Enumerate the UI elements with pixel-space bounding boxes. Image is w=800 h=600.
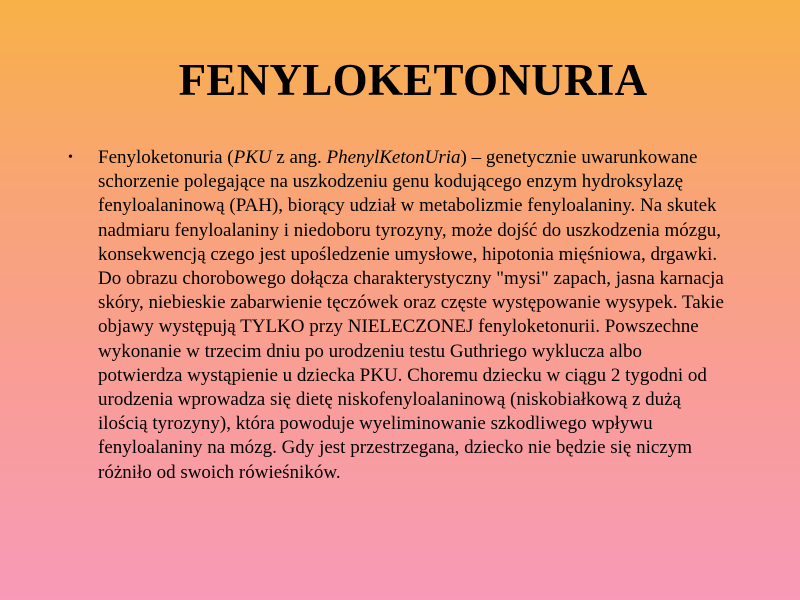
- abbreviation-pku: PKU: [233, 147, 272, 168]
- body-text-part1: Fenyloketonuria (: [98, 147, 234, 168]
- english-name: PhenylKetonUria: [326, 147, 461, 168]
- bullet-icon: •: [68, 150, 73, 165]
- slide-title: FENYLOKETONURIA: [178, 55, 648, 105]
- bullet-item: [68, 146, 728, 485]
- body-text-part2: z ang.: [271, 147, 327, 168]
- body-text: [98, 147, 724, 483]
- bullet-list: [68, 146, 728, 485]
- body-text-part3: ) – genetycznie uwarunkowane schorzenie polegające na uszkodzeniu genu kodującego enzym hydroksylazę fenyloalaninową (PAH), biorący udział w metabolizmie fenyloalaniny. Na skutek nadmiaru fenyloalaniny i niedoboru tyrozyny, może dojść do uszkodzenia mózgu, konsekwencją czego jest upośledzenie umysłowe, hipotonia mięśniowa, drgawki. Do obrazu chorobowego dołącza charakterystyczny "mysi" zapach, jasna karnacja skóry, niebieskie zabarwienie tęczówek oraz częste występowanie wysypek. Takie objawy występują TYLKO przy NIELECZONEJ fenyloketonurii. Powszechne wykonanie w trzecim dniu po urodzeniu testu Guthriego wyklucza albo potwierdza wystąpienie u dziecka PKU. Choremu dziecku w ciągu 2 tygodni od urodzenia wprowadza się dietę niskofenyloalaninową (niskobiałkową z dużą ilością tyrozyny), która powoduje wyeliminowanie szkodliwego wpływu fenyloalaniny na mózg. Gdy jest przestrzegana, dziecko nie będzie się niczym różniło od swoich rówieśników.: [98, 147, 724, 483]
